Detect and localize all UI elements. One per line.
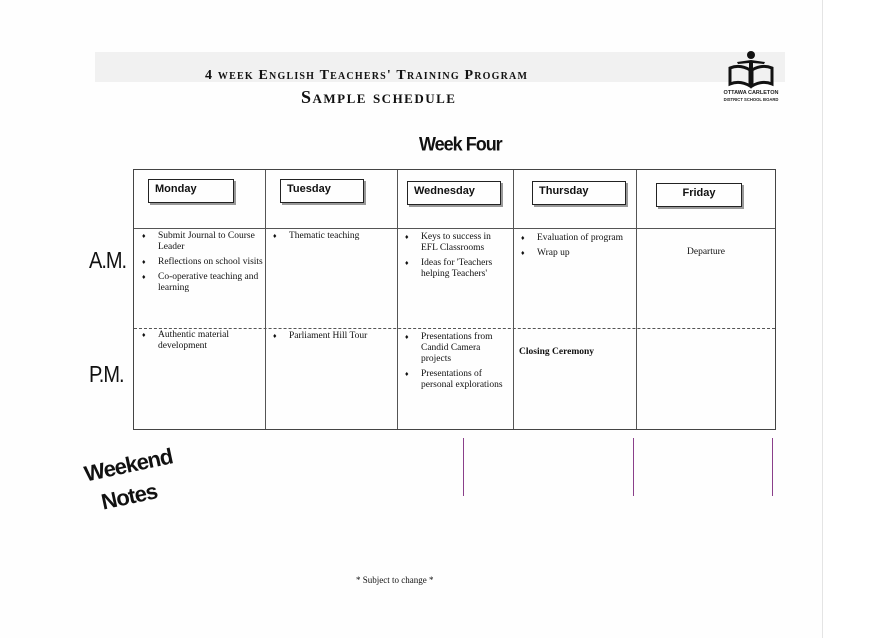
program-title: 4 week English Teachers' Training Program [205, 68, 529, 83]
weekend-label-line1: Weekend [82, 443, 175, 487]
am-friday-cell: Departure [687, 247, 725, 257]
pm-thursday-cell: Closing Ceremony [519, 347, 595, 357]
footer-note: * Subject to change * [356, 575, 434, 585]
list-item: ♦ Presentations of personal explorations [405, 369, 511, 391]
list-item: ♦ Submit Journal to Course Leader [142, 231, 264, 253]
schedule-table [133, 169, 776, 430]
week-title: Week Four [419, 132, 502, 155]
list-item: ♦ Reflections on school visits [142, 257, 264, 268]
weekend-divider [772, 438, 773, 496]
day-header-thursday: Thursday [532, 181, 626, 205]
day-header-friday: Friday [656, 183, 742, 207]
am-pm-divider [134, 328, 775, 329]
list-item: ♦ Thematic teaching [273, 231, 393, 242]
am-monday-cell [142, 231, 264, 298]
weekend-divider [463, 438, 464, 496]
schedule-title: Sample schedule [301, 87, 457, 107]
column-divider [636, 170, 637, 429]
day-header-tuesday: Tuesday [280, 179, 364, 203]
school-board-logo [718, 50, 784, 108]
weekend-divider [633, 438, 634, 496]
day-header-wednesday: Wednesday [407, 181, 501, 205]
list-item: ♦ Ideas for 'Teachers helping Teachers' [405, 258, 509, 280]
list-item: ♦ Presentations from Candid Camera projects [405, 332, 511, 365]
column-divider [265, 170, 266, 429]
am-tuesday-cell [273, 231, 393, 246]
open-book-person-icon [728, 50, 774, 90]
pm-row-label: P.M. [89, 362, 124, 388]
pm-monday-cell [142, 330, 264, 356]
am-row-label: A.M. [89, 248, 127, 274]
header-divider [134, 228, 775, 229]
day-header-monday: Monday [148, 179, 234, 203]
pm-tuesday-cell [273, 331, 393, 346]
page-edge [822, 0, 877, 638]
list-item: ♦ Evaluation of program [521, 233, 633, 244]
logo-text-line2: DISTRICT SCHOOL BOARD [723, 97, 779, 102]
list-item: ♦ Parliament Hill Tour [273, 331, 393, 342]
am-thursday-cell [521, 233, 633, 263]
pm-wednesday-cell [405, 332, 511, 395]
list-item: ♦ Authentic material development [142, 330, 264, 352]
list-item: ♦ Keys to success in EFL Classrooms [405, 232, 509, 254]
column-divider [513, 170, 514, 429]
logo-text-line1: OTTAWA CARLETON [723, 90, 779, 96]
weekend-label-line2: Notes [99, 478, 160, 515]
list-item: ♦ Wrap up [521, 248, 633, 259]
list-item: ♦ Co-operative teaching and learning [142, 272, 264, 294]
column-divider [397, 170, 398, 429]
am-wednesday-cell [405, 232, 509, 284]
